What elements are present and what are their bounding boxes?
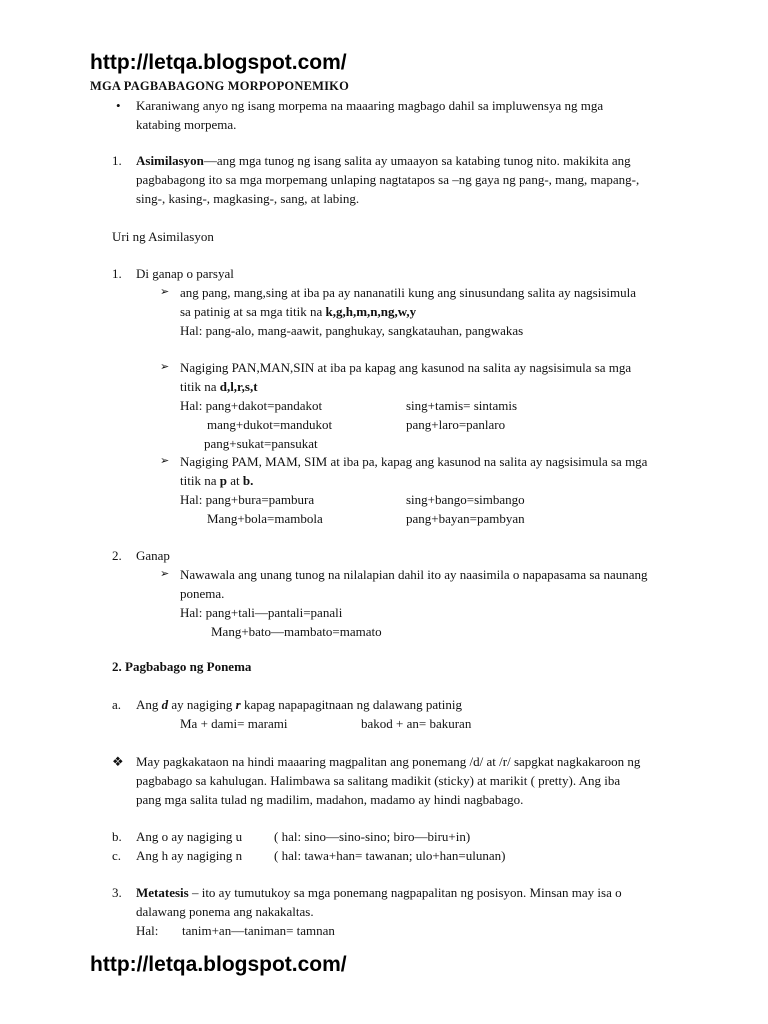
example-line: Hal: pang+tali—pantali=panali <box>180 605 343 620</box>
rule-right: ( hal: sino—sino-sino; biro—biru+in) <box>274 829 471 844</box>
rule-line: ang pang, mang,sing at iba pa ay nananatili kung ang sinusundang salita ay nagsisimula <box>180 285 636 300</box>
rule-line: Ang d ay nagiging r kapag napapagitnaan ng dalawang patinig <box>136 697 462 712</box>
rule-left: Ang o ay nagiging u <box>136 829 243 844</box>
rule-line: ponema. <box>180 586 225 601</box>
section-3-line: dalawang ponema ang nakakaltas. <box>136 904 314 919</box>
diamond-bullet-icon: ❖ <box>112 754 124 769</box>
example-right: bakod + an= bakuran <box>361 716 472 731</box>
example-label: Hal: <box>136 923 159 938</box>
note-line: pang mga salita tulad ng madilim, madahon, madamo ay hindi nagbabago. <box>136 792 524 807</box>
section-number: 1. <box>112 153 122 168</box>
rule-line: titik na p at b. <box>180 473 254 488</box>
rule-line: sa patinig at sa mga titik na k,g,h,m,n,ng,w,y <box>180 304 417 319</box>
list-letter: c. <box>112 848 122 863</box>
list-number: 2. <box>112 548 122 563</box>
example-left: Hal: pang+bura=pambura <box>180 492 315 507</box>
list-label: Di ganap o parsyal <box>136 266 234 281</box>
list-number: 1. <box>112 266 122 281</box>
section-heading: 2. Pagbabago ng Ponema <box>112 659 252 674</box>
example-left: Ma + dami= marami <box>180 716 288 731</box>
example-left: Hal: pang+dakot=pandakot <box>180 398 323 413</box>
list-label: Ganap <box>136 548 170 563</box>
section-1-line: Asimilasyon—ang mga tunog ng isang salita ay umaayon sa katabing tunog nito. makikita ang <box>136 153 631 168</box>
rule-left: Ang h ay nagiging n <box>136 848 243 863</box>
intro-line: Karaniwang anyo ng isang morpema na maaaring magbago dahil sa impluwensya ng mga <box>136 98 604 113</box>
rule-line: Nawawala ang unang tunog na nilalapian dahil ito ay naasimila o napapasama sa naunang <box>180 567 648 582</box>
example-line: tanim+an—taniman= tamnan <box>182 923 335 938</box>
term-metatesis: Metatesis <box>136 885 189 900</box>
section-1-line: pagbabagong ito sa mga morpemang unlaping nagtatapos sa –ng gaya ng pang-, mang, mapang-, <box>136 172 640 187</box>
rule-line: titik na d,l,r,s,t <box>180 379 258 394</box>
list-letter: b. <box>112 829 122 844</box>
rule-line: Nagiging PAM, MAM, SIM at iba pa, kapag ang kasunod na salita ay nagsisimula sa mga <box>180 454 648 469</box>
section-number: 3. <box>112 885 122 900</box>
example-line: Hal: pang-alo, mang-aawit, panghukay, sangkatauhan, pangwakas <box>180 323 524 338</box>
intro-line: katabing morpema. <box>136 117 237 132</box>
note-line: May pagkakataon na hindi maaaring magpalitan ang ponemang /d/ at /r/ sapgkat nagkakaroon ng <box>136 754 641 769</box>
page-title: MGA PAGBABAGONG MORPOPONEMIKO <box>90 79 350 93</box>
arrow-bullet-icon: ➢ <box>160 286 170 298</box>
arrow-bullet-icon: ➢ <box>160 361 170 373</box>
list-letter: a. <box>112 697 122 712</box>
bullet-icon: • <box>116 98 121 113</box>
arrow-bullet-icon: ➢ <box>160 455 170 467</box>
arrow-bullet-icon: ➢ <box>160 568 170 580</box>
section-3-line: Metatesis – ito ay tumutukoy sa mga ponemang nagpapalitan ng posisyon. Minsan may isa o <box>136 885 622 900</box>
subheading-uri: Uri ng Asimilasyon <box>112 229 214 244</box>
note-line: pagbabago sa kahulugan. Halimbawa sa salitang madikit (sticky) at marikit ( pretty). Ang iba <box>136 773 621 788</box>
section-1-line: sing-, kasing-, magkasing-, sang, at labing. <box>136 191 360 206</box>
header-url[interactable]: http://letqa.blogspot.com/ <box>90 51 347 74</box>
example-right: sing+bango=simbango <box>406 492 525 507</box>
example-right: sing+tamis= sintamis <box>406 398 518 413</box>
example-right: pang+bayan=pambyan <box>406 511 525 526</box>
rule-right: ( hal: tawa+han= tawanan; ulo+han=ulunan) <box>274 848 506 863</box>
example-right: pang+laro=panlaro <box>406 417 506 432</box>
footer-url[interactable]: http://letqa.blogspot.com/ <box>90 953 347 976</box>
example-line: Mang+bato—mambato=mamato <box>211 624 382 639</box>
example-left: pang+sukat=pansukat <box>204 436 318 451</box>
example-left: mang+dukot=mandukot <box>207 417 333 432</box>
example-left: Mang+bola=mambola <box>207 511 323 526</box>
rule-line: Nagiging PAN,MAN,SIN at iba pa kapag ang kasunod na salita ay nagsisimula sa mga <box>180 360 632 375</box>
term-asimilasyon: Asimilasyon <box>136 153 204 168</box>
